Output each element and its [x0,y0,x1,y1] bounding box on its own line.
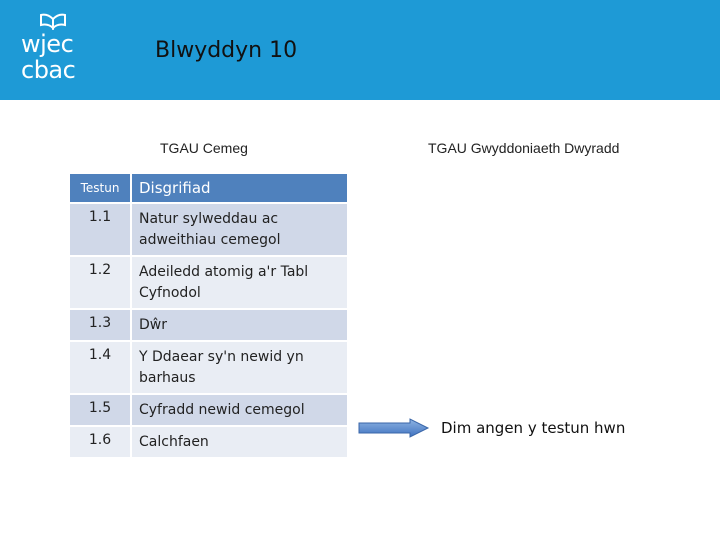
topic-number: 1.1 [70,204,132,257]
not-needed-note: Dim angen y testun hwn [441,419,626,437]
table-header-row [70,174,347,204]
topic-description: Cyfradd newid cemegol [132,395,347,427]
open-book-icon [40,12,66,30]
arrow-right-icon [358,418,430,438]
table-row [70,395,347,427]
topic-description: Calchfaen [132,427,347,459]
topic-number: 1.4 [70,342,132,395]
table-row [70,310,347,342]
topic-description: Adeiledd atomig a'r Tabl Cyfnodol [132,257,347,310]
table-row [70,342,347,395]
topic-number: 1.6 [70,427,132,459]
header-bar [0,0,720,100]
page-title: Blwyddyn 10 [155,38,298,63]
topic-description: Dŵr [132,310,347,342]
topics-table [70,174,347,459]
table-row [70,204,347,257]
table-row [70,427,347,459]
subheading-double-science: TGAU Gwyddoniaeth Dwyradd [428,140,620,156]
topic-number: 1.3 [70,310,132,342]
topic-description: Y Ddaear sy'n newid yn barhaus [132,342,347,395]
table-row [70,257,347,310]
topic-number: 1.2 [70,257,132,310]
subheading-chemistry: TGAU Cemeg [160,140,248,156]
topic-description: Natur sylweddau ac adweithiau cemegol [132,204,347,257]
column-header-description: Disgrifiad [132,174,347,204]
wjec-logo [20,12,90,84]
column-header-topic: Testun [70,174,132,204]
logo-text-wjec: wjec [21,30,74,58]
topic-number: 1.5 [70,395,132,427]
logo-text-cbac: cbac [21,56,76,84]
